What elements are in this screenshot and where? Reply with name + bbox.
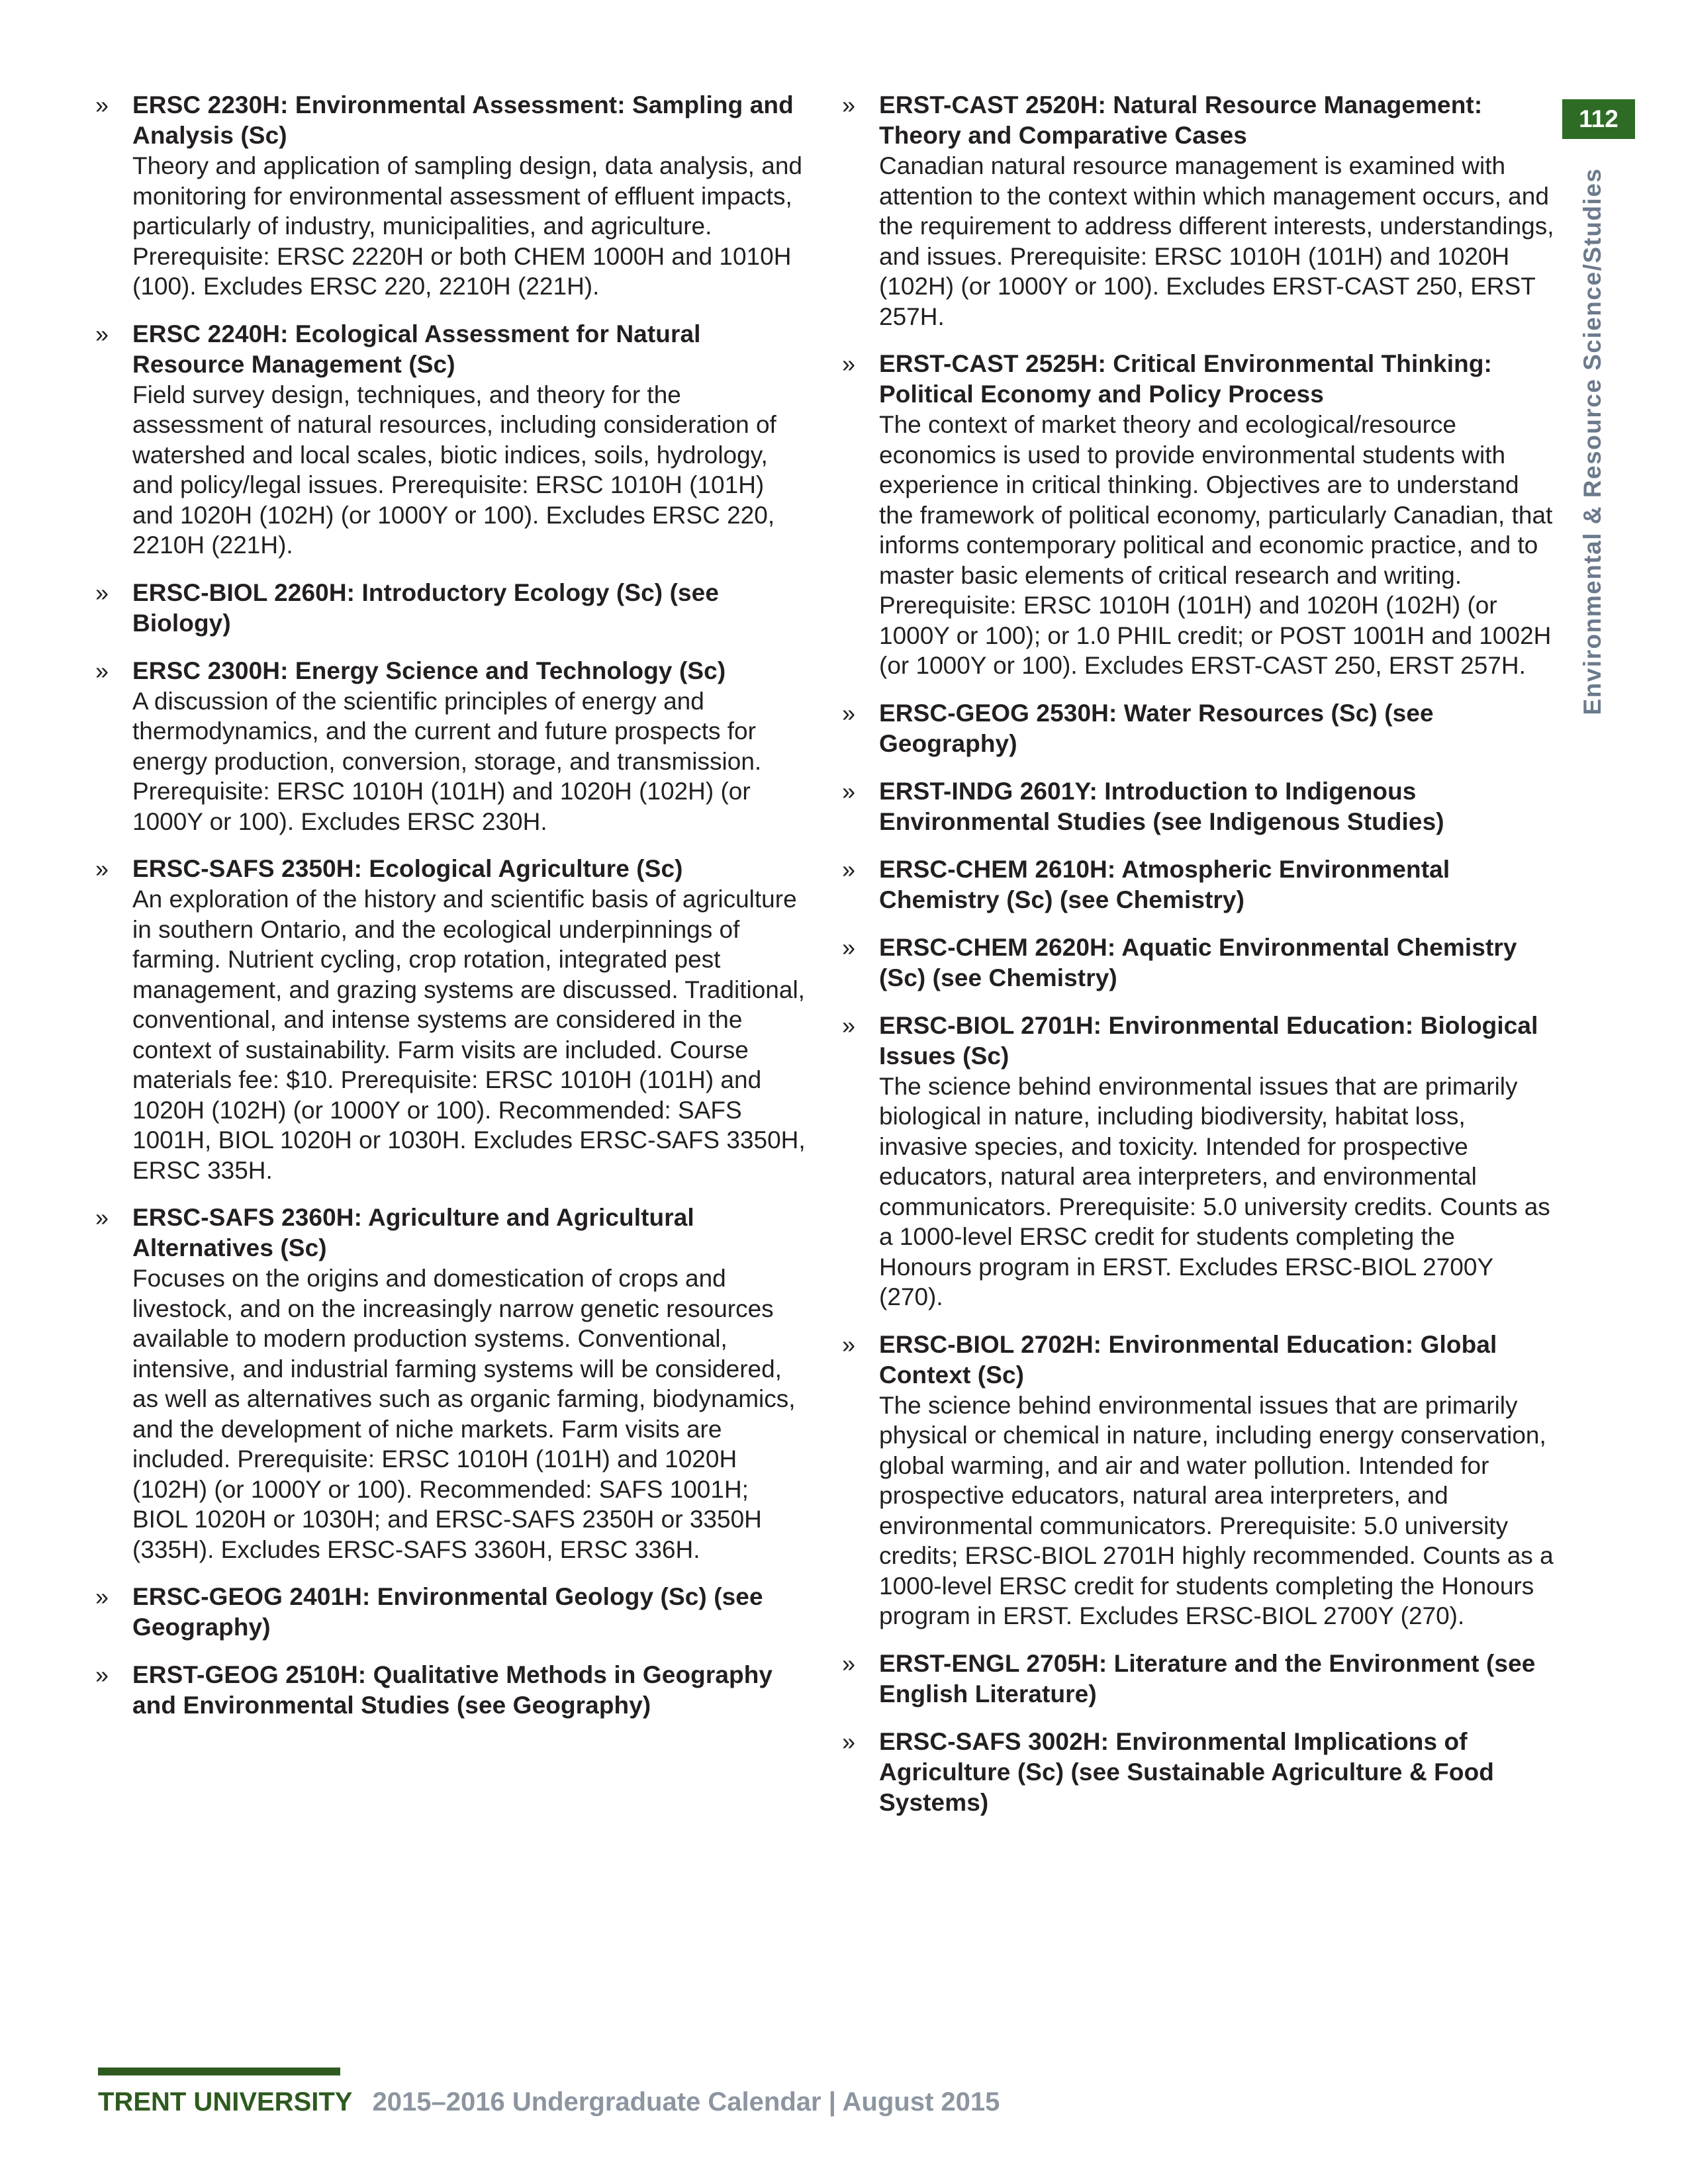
course-entry (93, 90, 808, 302)
bullet-icon: » (95, 1204, 109, 1231)
course-entry (839, 1727, 1554, 1818)
bullet-icon: » (95, 1661, 109, 1688)
footer-rule (98, 2068, 340, 2075)
course-title: ERSC-GEOG 2401H: Environmental Geology (Sc) (see Geography) (132, 1583, 763, 1641)
bullet-icon: » (842, 699, 856, 727)
bullet-icon: » (842, 1649, 856, 1677)
course-entry (839, 933, 1554, 993)
bullet-icon: » (842, 855, 856, 883)
course-title: ERSC-SAFS 2360H: Agriculture and Agricultural Alternatives (Sc) (132, 1204, 694, 1261)
course-title: ERST-CAST 2525H: Critical Environmental Thinking: Political Economy and Policy Process (879, 350, 1492, 408)
page-number-badge: 112 (1562, 99, 1635, 139)
course-description: Theory and application of sampling design, data analysis, and monitoring for environmental assessment of effluent impacts, particularly of industry, municipalities, and agriculture. Prerequisite: ERSC 2220H or both CHEM 1000H and 1010H (100). Excludes ERSC 220, 2210H (221H). (132, 152, 802, 300)
course-entry (93, 854, 808, 1185)
bullet-icon: » (842, 777, 856, 805)
bullet-icon: » (842, 91, 856, 118)
footer-calendar: 2015–2016 Undergraduate Calendar | August 2015 (372, 2087, 1000, 2116)
section-side-title-text: Environmental & Resource Science/Studies (1579, 167, 1606, 715)
bullet-icon: » (95, 320, 109, 347)
section-side-title (1573, 167, 1613, 716)
course-title: ERST-CAST 2520H: Natural Resource Management: Theory and Comparative Cases (879, 91, 1483, 149)
course-description: The science behind environmental issues that are primarily biological in nature, including biodiversity, habitat loss, invasive species, and toxicity. Intended for prospective educators, natural area interpreters, and environmental communicators. Prerequisite: 5.0 university credits. Counts as a 1000-level ERSC credit for students completing the Honours program in ERST. Excludes ERSC-BIOL 2700Y (270). (879, 1072, 1550, 1310)
course-entry (93, 1660, 808, 1721)
footer-university: TRENT UNIVERSITY (98, 2087, 353, 2116)
course-title: ERSC 2230H: Environmental Assessment: Sampling and Analysis (Sc) (132, 91, 794, 149)
bullet-icon: » (95, 855, 109, 882)
course-description: A discussion of the scientific principles of energy and thermodynamics, and the current and future prospects for energy production, conversion, storage, and transmission. Prerequisite: ERSC 1010H (101H) and 1020H (102H) (or 1000Y or 100). Excludes ERSC 230H. (132, 687, 762, 835)
course-entry (839, 698, 1554, 759)
course-title: ERSC-SAFS 2350H: Ecological Agriculture (Sc) (132, 855, 683, 882)
course-entry (93, 656, 808, 837)
course-entry (93, 319, 808, 561)
course-title: ERSC-CHEM 2610H: Atmospheric Environmental Chemistry (Sc) (see Chemistry) (879, 855, 1450, 913)
course-description: Canadian natural resource management is examined with attention to the context within which management occurs, and the requirement to address different interests, understandings, and issues. Prerequisite: ERSC 1010H (101H) and 1020H (102H) (or 1000Y or 100). Excludes ERST-CAST 250, ERST 257H. (879, 152, 1554, 330)
course-title: ERSC-CHEM 2620H: Aquatic Environmental Chemistry (Sc) (see Chemistry) (879, 933, 1517, 991)
course-title: ERST-ENGL 2705H: Literature and the Environment (see English Literature) (879, 1649, 1536, 1707)
bullet-icon: » (842, 1727, 856, 1755)
course-title: ERSC-GEOG 2530H: Water Resources (Sc) (see Geography) (879, 699, 1434, 757)
bullet-icon: » (95, 1583, 109, 1610)
course-entry (93, 1582, 808, 1643)
bullet-icon: » (842, 1330, 856, 1358)
course-title: ERSC 2240H: Ecological Assessment for Natural Resource Management (Sc) (132, 320, 701, 378)
course-entry (839, 90, 1554, 332)
bullet-icon: » (95, 91, 109, 118)
course-entry (839, 1330, 1554, 1631)
course-description: The context of market theory and ecological/resource economics is used to provide environmental students with experience in critical thinking. Objectives are to understand the framework of political economy, particularly Canadian, that informs contemporary political and economic practice, and to master basic elements of critical research and writing. Prerequisite: ERSC 1010H (101H) and 1020H (102H) (or 1000Y or 100); or 1.0 PHIL credit; or POST 1001H and 1002H (or 1000Y or 100). Excludes ERST-CAST 250, ERST 257H. (879, 411, 1553, 679)
course-title: ERSC 2300H: Energy Science and Technology (Sc) (132, 657, 726, 684)
course-description: Field survey design, techniques, and theory for the assessment of natural resources, including consideration of watershed and local scales, biotic indices, soils, hydrology, and policy/legal issues. Prerequisite: ERSC 1010H (101H) and 1020H (102H) (or 1000Y or 100). Excludes ERSC 220, 2210H (221H). (132, 381, 776, 559)
left-column (93, 90, 808, 1738)
course-entry (93, 1203, 808, 1565)
bullet-icon: » (95, 578, 109, 606)
course-title: ERST-GEOG 2510H: Qualitative Methods in Geography and Environmental Studies (see Geography) (132, 1661, 773, 1719)
right-column (839, 90, 1554, 1835)
bullet-icon: » (842, 350, 856, 377)
bullet-icon: » (95, 657, 109, 684)
page-footer (98, 2082, 1000, 2122)
course-title: ERST-INDG 2601Y: Introduction to Indigenous Environmental Studies (see Indigenous Studies) (879, 777, 1444, 835)
bullet-icon: » (842, 1011, 856, 1039)
course-description: An exploration of the history and scientific basis of agriculture in southern Ontario, and the ecological underpinnings of farming. Nutrient cycling, crop rotation, integrated pest management, and grazing systems are discussed. Traditional, conventional, and intense systems are considered in the context of sustainability. Farm visits are included. Course materials fee: $10. Prerequisite: ERSC 1010H (101H) and 1020H (102H) (or 1000Y or 100). Recommended: SAFS 1001H, BIOL 1020H or 1030H. Excludes ERSC-SAFS 3350H, ERSC 335H. (132, 886, 806, 1184)
course-entry (839, 1649, 1554, 1709)
course-entry (839, 349, 1554, 681)
course-title: ERSC-SAFS 3002H: Environmental Implications of Agriculture (Sc) (see Sustainable Agriculture & Food Systems) (879, 1727, 1494, 1816)
course-description: The science behind environmental issues that are primarily physical or chemical in nature, including energy conservation, global warming, and air and water pollution. Intended for prospective educators, natural area interpreters, and environmental communicators. Prerequisite: 5.0 university credits; ERSC-BIOL 2701H highly recommended. Counts as a 1000-level ERSC credit for students completing the Honours program in ERST. Excludes ERSC-BIOL 2700Y (270). (879, 1391, 1554, 1629)
course-entry (93, 578, 808, 639)
course-entry (839, 776, 1554, 837)
course-entry (839, 854, 1554, 915)
course-entry (839, 1011, 1554, 1312)
course-description: Focuses on the origins and domestication of crops and livestock, and on the increasingly narrow genetic resources available to modern production systems. Conventional, intensive, and industrial farming systems will be considered, as well as alternatives such as organic farming, biodynamics, and the development of niche markets. Farm visits are included. Prerequisite: ERSC 1010H (101H) and 1020H (102H) (or 1000Y or 100). Recommended: SAFS 1001H; BIOL 1020H or 1030H; and ERSC-SAFS 2350H or 3350H (335H). Excludes ERSC-SAFS 3360H, ERSC 336H. (132, 1265, 796, 1563)
course-title: ERSC-BIOL 2260H: Introductory Ecology (Sc) (see Biology) (132, 578, 720, 637)
course-title: ERSC-BIOL 2702H: Environmental Education: Global Context (Sc) (879, 1330, 1497, 1388)
bullet-icon: » (842, 933, 856, 961)
course-title: ERSC-BIOL 2701H: Environmental Education: Biological Issues (Sc) (879, 1011, 1538, 1069)
